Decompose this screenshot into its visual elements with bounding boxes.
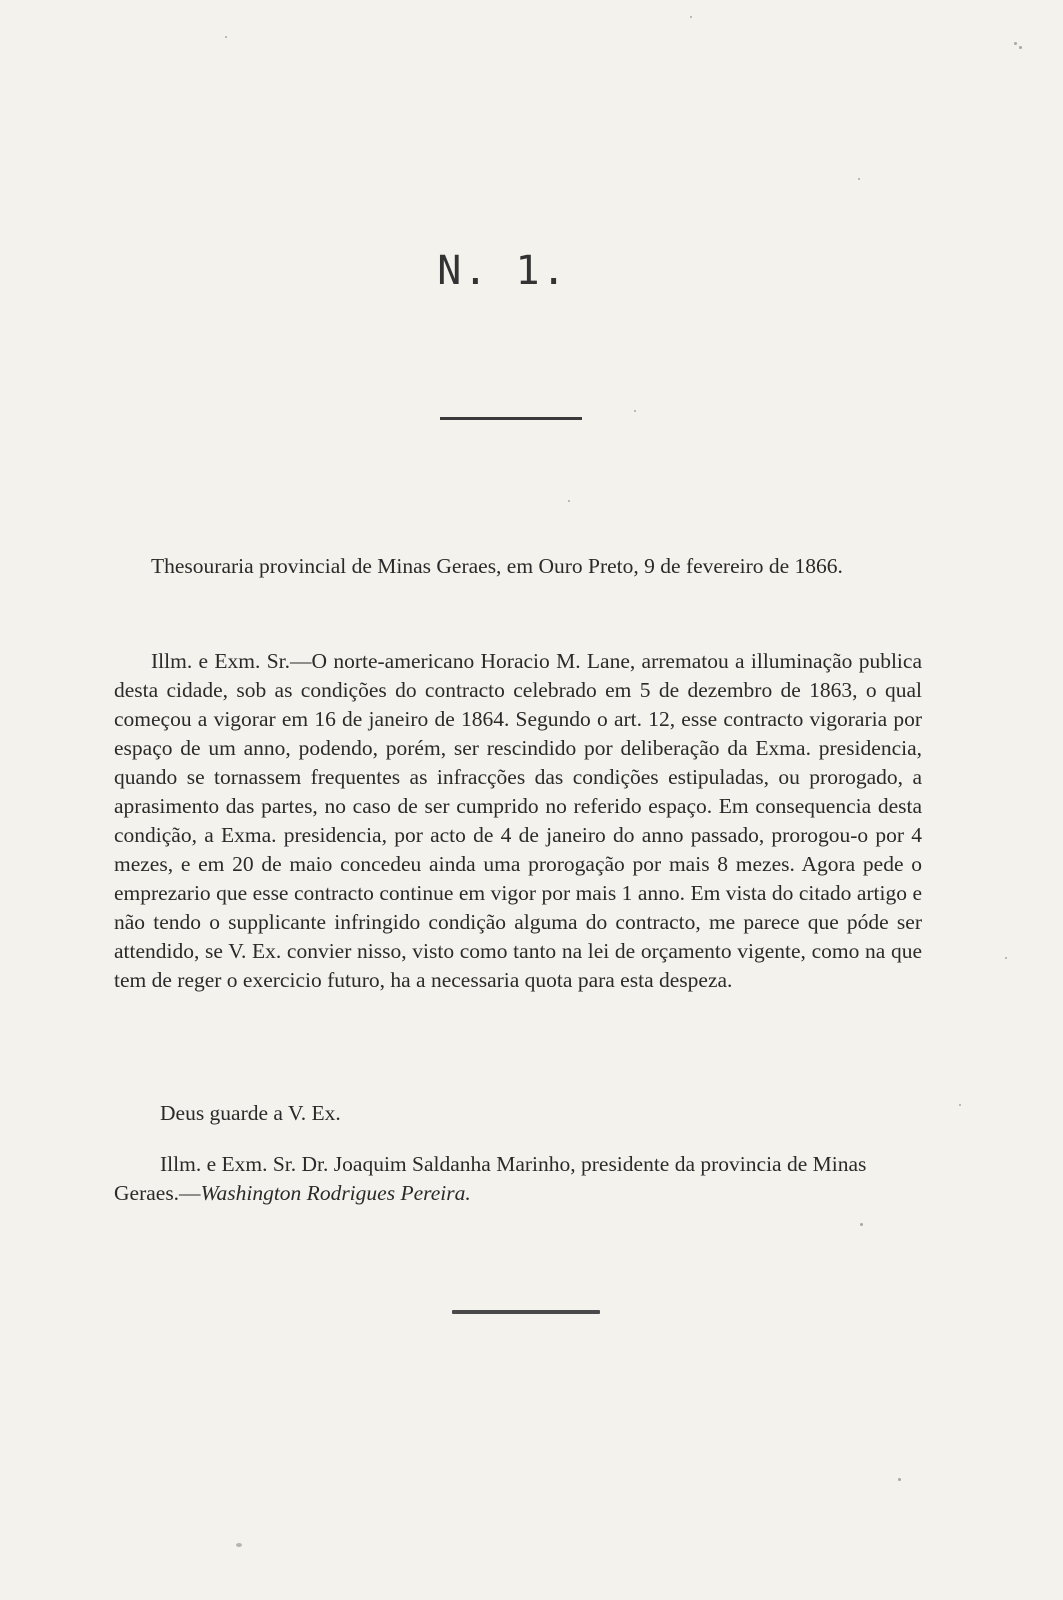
top-divider-rule [440, 417, 582, 420]
addressee-text: Illm. e Exm. Sr. Dr. Joaquim Saldanha Marinho, presidente da provincia de Minas Geraes.— [114, 1151, 867, 1205]
place-date-line: Thesouraria provincial de Minas Geraes, em Ouro Preto, 9 de fevereiro de 1866. [151, 553, 843, 578]
signature-name: Washington Rodrigues Pereira. [200, 1180, 471, 1205]
addressee-signature-line [114, 1150, 922, 1208]
document-number-heading: N. 1. [437, 248, 568, 294]
bottom-divider-rule [452, 1310, 600, 1314]
letter-body-paragraph: Illm. e Exm. Sr.—O norte-americano Horacio M. Lane, arrematou a illuminação publica desta cidade, sob as condições do contracto celebrado em 5 de dezembro de 1863, o qual começou a vigorar em 16 de janeiro de 1864. Segundo o art. 12, esse contracto vigoraria por espaço de um anno, podendo, porém, ser rescindido por deliberação da Exma. presidencia, quando se tornassem frequentes as infracções das condições estipuladas, ou prorogado, a aprasimento das partes, no caso de ser cumprido no referido espaço. Em consequencia desta condição, a Exma. presidencia, por acto de 4 de janeiro do anno passado, prorogou-o por 4 mezes, e em 20 de maio concedeu ainda uma prorogação por mais 8 mezes. Agora pede o emprezario que esse contracto continue em vigor por mais 1 anno. Em vista do citado artigo e não tendo o supplicante infringido condição alguma do contracto, me parece que póde ser attendido, se V. Ex. convier nisso, visto como tanto na lei de orçamento vigente, como na que tem de reger o exercicio futuro, ha a necessaria quota para esta despeza. [114, 648, 922, 992]
closing-salutation: Deus guarde a V. Ex. [160, 1100, 341, 1125]
